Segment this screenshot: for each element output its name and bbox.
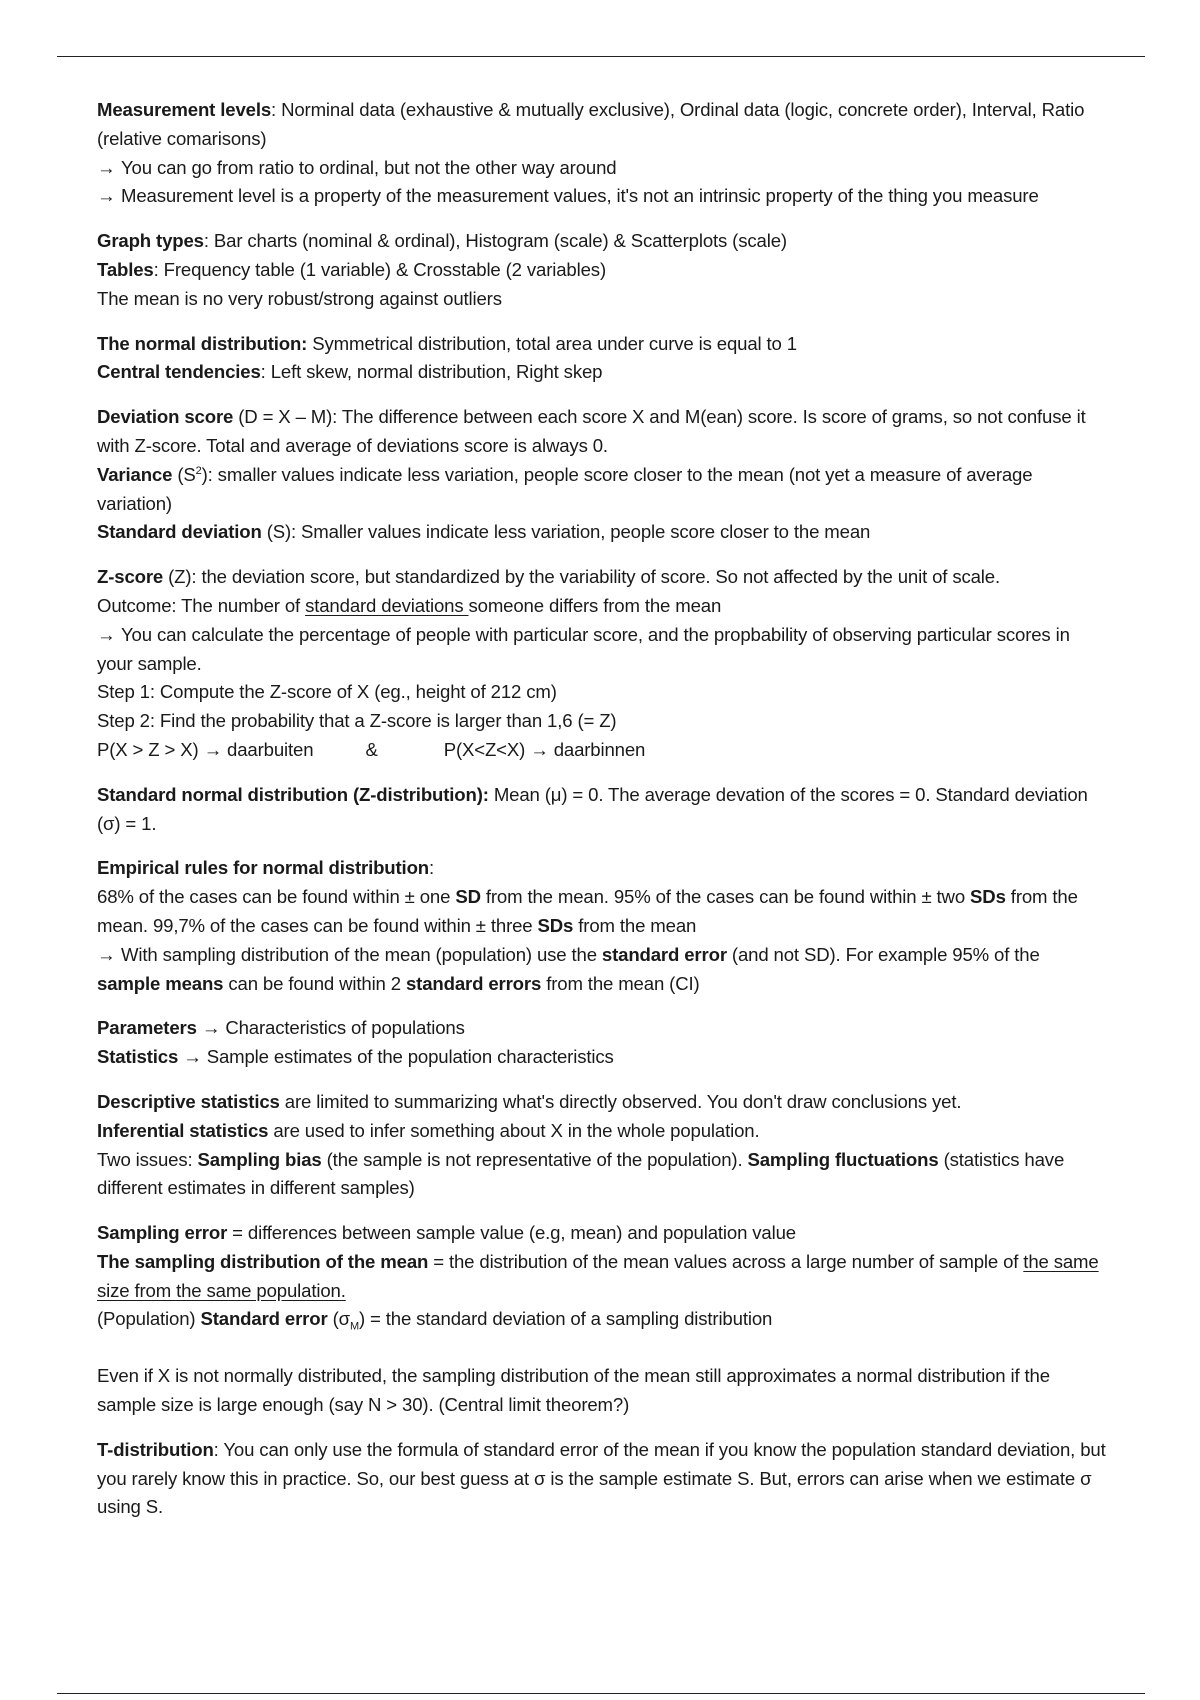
sampling-error-line: Sampling error = differences between sample value (e.g, mean) and population value [97,1222,796,1244]
arrow-icon: → [183,1046,202,1068]
tables-line: Tables: Frequency table (1 variable) & Crosstable (2 variables) [97,258,606,280]
sampling-distribution-paragraph: The sampling distribution of the mean = the distribution of the mean values across a large number of sample of the same size from the same population. [97,1250,1099,1301]
statistics-line: Statistics → Sample estimates of the population characteristics [97,1046,614,1068]
standard-normal-paragraph: Standard normal distribution (Z-distribution): Mean (μ) = 0. The average devation of the scores = 0. Standard deviation (σ) = 1. [97,783,1088,834]
step-2-line: Step 2: Find the probability that a Z-score is larger than 1,6 (= Z) [97,710,617,732]
arrow-icon: → [97,156,116,178]
empirical-rules-paragraph: 68% of the cases can be found within ± one SD from the mean. 95% of the cases can be found within ± two SDs from the mean. 99,7% of the cases can be found within ± three SDs from the mean [97,886,1078,936]
parameters-line: Parameters → Characteristics of populations [97,1017,465,1039]
arrow-icon: → [97,185,116,207]
arrow-icon: → [201,1017,221,1039]
descriptive-statistics-line: Descriptive statistics are limited to summarizing what's directly observed. You don't draw conclusions yet. [97,1090,962,1112]
variance-paragraph: Variance $(S^2)$: smaller values indicate less variation, people score closer to the mean (not yet a measure of average variation) [97,463,1033,514]
central-tendencies-line: Central tendencies: Left skew, normal distribution, Right skep [97,361,603,383]
graph-types-line: Graph types: Bar charts (nominal & ordinal), Histogram (scale) & Scatterplots (scale) [97,230,787,252]
inferential-statistics-line: Inferential statistics are used to infer something about X in the whole population. [97,1119,760,1141]
measurement-levels-term: Measurement levels [97,99,272,120]
central-limit-paragraph: Even if X is not normally distributed, the sampling distribution of the mean still approximates a normal distribution if the sample size is large enough (say N > 30). (Central limit theorem?) [97,1365,1050,1416]
arrow-icon: → [530,738,549,760]
bottom-rule [57,1693,1145,1694]
two-issues-paragraph: Two issues: Sampling bias (the sample is not representative of the population). Sampling fluctuations (statistics have different estimates in different samples) [97,1148,1065,1199]
measurement-note-1: → You can go from ratio to ordinal, but not the other way around [97,154,1107,183]
standard-error-line: (Population) Standard error $(\sigma_M)$ = the standard deviation of a sampling distribution [97,1308,773,1334]
arrow-icon: → [203,738,223,760]
empirical-rules-heading: Empirical rules for normal distribution: [97,857,435,879]
probability-line: P(X > Z > X) → daarbuiten & P(X<Z<X) → daarbinnen [97,738,646,760]
top-rule [57,56,1145,57]
arrow-icon: → [97,943,116,965]
z-score-outcome-line: Outcome: The number of standard deviations someone differs from the mean [97,594,722,616]
measurement-note-2: → Measurement level is a property of the measurement values, it's not an intrinsic property of the thing you measure [97,182,1107,211]
normal-distribution-line: The normal distribution: Symmetrical distribution, total area under curve is equal to 1 [97,332,797,354]
t-distribution-paragraph: T-distribution: You can only use the formula of standard error of the mean if you know the population standard deviation, but you rarely know this in practice. So, our best guess at σ is the sample estimate S. But, errors can arise when we estimate σ using S. [97,1438,1106,1518]
z-score-note: → You can calculate the percentage of people with particular score, and the propbability of observing particular scores in your sample. [97,621,1107,679]
z-score-line: Z-score (Z): the deviation score, but standardized by the variability of score. So not affected by the unit of scale. [97,566,1000,588]
deviation-score-paragraph: Deviation score (D = X – M): The difference between each score X and M(ean) score. Is score of grams, so not confuse it with Z-score. Total and average of deviations score is always 0. [97,406,1086,456]
arrow-icon: → [97,623,116,645]
step-1-line: Step 1: Compute the Z-score of X (eg., height of 212 cm) [97,681,557,703]
document-body [97,96,1107,1522]
standard-deviation-line: Standard deviation (S): Smaller values indicate less variation, people score closer to the mean [97,521,871,543]
mean-outliers-line: The mean is no very robust/strong against outliers [97,287,502,309]
measurement-levels-paragraph: Measurement levels: Norminal data (exhaustive & mutually exclusive), Ordinal data (logic, concrete order), Interval, Ratio (relative comarisons) [97,99,1085,149]
standard-error-note: → With sampling distribution of the mean (population) use the standard error (and not SD). For example 95% of the sample means can be found within 2 standard errors from the mean (CI) [97,941,1107,999]
